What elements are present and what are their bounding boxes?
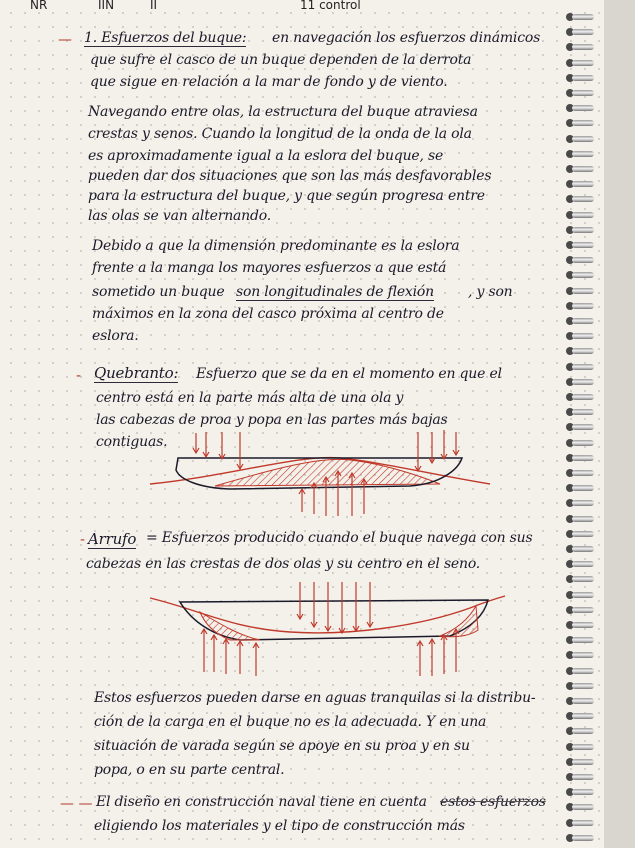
spiral-ring bbox=[572, 29, 594, 35]
spiral-ring bbox=[572, 364, 594, 370]
spiral-ring bbox=[572, 379, 594, 385]
spiral-ring bbox=[572, 622, 594, 628]
text-line: Esfuerzo que se da en el momento en que el bbox=[196, 366, 502, 382]
underlined-key-phrase: son longitudinales de flexión bbox=[236, 284, 434, 300]
spiral-ring bbox=[572, 820, 594, 826]
term-bullet: - bbox=[76, 368, 82, 384]
spiral-ring bbox=[572, 212, 594, 218]
text-line: en navegación los esfuerzos dinámicos bbox=[272, 30, 541, 46]
text-line: para la estructura del buque, y que según progresa entre bbox=[88, 188, 485, 204]
text-line: es aproximadamente igual a la eslora del buque, se bbox=[88, 148, 444, 164]
top-fragment: II bbox=[150, 0, 158, 12]
spiral-binding bbox=[562, 0, 635, 848]
spiral-ring bbox=[572, 333, 594, 339]
text-line: que sufre el casco de un buque dependen de la derrota bbox=[90, 52, 472, 68]
spiral-ring bbox=[572, 607, 594, 613]
text-line: sometido un buque bbox=[92, 284, 225, 300]
text-line: pueden dar dos situaciones que son las más desfavorables bbox=[88, 168, 492, 184]
spiral-ring bbox=[572, 637, 594, 643]
spiral-ring bbox=[572, 151, 594, 157]
spiral-ring bbox=[572, 683, 594, 689]
spiral-ring bbox=[572, 136, 594, 142]
spiral-ring bbox=[572, 668, 594, 674]
spiral-ring bbox=[572, 318, 594, 324]
section-heading: 1. Esfuerzos del buque: bbox=[84, 30, 247, 46]
spiral-ring bbox=[572, 44, 594, 50]
spiral-ring bbox=[572, 409, 594, 415]
spiral-ring bbox=[572, 257, 594, 263]
text-line: contiguas. bbox=[96, 434, 168, 450]
text-line: popa, o en su parte central. bbox=[94, 762, 285, 778]
spiral-ring bbox=[572, 516, 594, 522]
quebranto-diagram bbox=[150, 430, 490, 516]
spiral-ring bbox=[572, 288, 594, 294]
spiral-ring bbox=[572, 531, 594, 537]
spiral-ring bbox=[572, 75, 594, 81]
spiral-ring bbox=[572, 804, 594, 810]
spiral-ring bbox=[572, 440, 594, 446]
top-fragment: NR bbox=[30, 0, 48, 12]
top-fragment: IIN bbox=[98, 0, 115, 12]
spiral-ring bbox=[572, 789, 594, 795]
spiral-ring bbox=[572, 728, 594, 734]
text-line: El diseño en construcción naval tiene en cuenta bbox=[96, 794, 427, 810]
spiral-ring bbox=[572, 759, 594, 765]
crossed-phrase: estos esfuerzos bbox=[440, 794, 546, 810]
term-bullet: - bbox=[80, 532, 86, 548]
spiral-ring bbox=[572, 713, 594, 719]
spiral-ring bbox=[572, 242, 594, 248]
text-line: situación de varada según se apoye en su proa y en su bbox=[94, 738, 470, 754]
text-line: Debido a que la dimensión predominante es la eslora bbox=[92, 238, 460, 254]
spiral-ring bbox=[572, 561, 594, 567]
term-quebranto: Quebranto: bbox=[94, 364, 179, 382]
text-line: las cabezas de proa y popa en las partes más bajas bbox=[96, 412, 448, 428]
spiral-ring bbox=[572, 227, 594, 233]
spiral-ring bbox=[572, 500, 594, 506]
spiral-ring bbox=[572, 105, 594, 111]
spiral-ring bbox=[572, 485, 594, 491]
text-line: eligiendo los materiales y el tipo de construcción más bbox=[94, 818, 465, 834]
spiral-ring bbox=[572, 120, 594, 126]
spiral-ring bbox=[572, 835, 594, 841]
text-line: las olas se van alternando. bbox=[88, 208, 271, 224]
sagging-wave-hatch bbox=[200, 606, 478, 640]
text-line: crestas y senos. Cuando la longitud de la onda de la ola bbox=[88, 126, 472, 142]
spiral-ring bbox=[572, 470, 594, 476]
spiral-ring bbox=[572, 652, 594, 658]
spiral-ring bbox=[572, 424, 594, 430]
text-line: = Esfuerzos producido cuando el buque navega con sus bbox=[146, 530, 533, 546]
text-line: cabezas en las crestas de dos olas y su centro en el seno. bbox=[86, 556, 481, 572]
spiral-ring bbox=[572, 60, 594, 66]
spiral-ring bbox=[572, 774, 594, 780]
spiral-ring bbox=[572, 166, 594, 172]
spiral-ring bbox=[572, 348, 594, 354]
text-line: centro está en la parte más alta de una ola y bbox=[96, 390, 404, 406]
text-line: Navegando entre olas, la estructura del buque atraviesa bbox=[88, 104, 478, 120]
spiral-ring bbox=[572, 455, 594, 461]
spiral-ring bbox=[572, 394, 594, 400]
spiral-ring bbox=[572, 272, 594, 278]
term-arrufo: Arrufo bbox=[88, 530, 137, 548]
text-line: frente a la manga los mayores esfuerzos a que está bbox=[92, 260, 447, 276]
hogging-wave-hatch bbox=[215, 459, 440, 486]
arrufo-diagram bbox=[150, 582, 505, 676]
spiral-ring bbox=[572, 698, 594, 704]
spiral-ring bbox=[572, 576, 594, 582]
final-bullet: — — bbox=[60, 796, 93, 812]
top-fragment: 11 control bbox=[300, 0, 361, 12]
text-line: eslora. bbox=[92, 328, 139, 344]
spiral-ring bbox=[572, 90, 594, 96]
spiral-ring bbox=[572, 744, 594, 750]
text-line: Estos esfuerzos pueden darse en aguas tranquilas si la distribu- bbox=[94, 690, 536, 706]
text-line: , y son bbox=[468, 284, 513, 300]
downward-arrows bbox=[297, 582, 373, 633]
text-line: que sigue en relación a la mar de fondo y de viento. bbox=[90, 74, 448, 90]
text-line: máximos en la zona del casco próxima al centro de bbox=[92, 306, 444, 322]
spiral-ring bbox=[572, 303, 594, 309]
spiral-ring bbox=[572, 592, 594, 598]
spiral-ring bbox=[572, 196, 594, 202]
spiral-ring bbox=[572, 14, 594, 20]
spiral-ring bbox=[572, 181, 594, 187]
text-line: ción de la carga en el buque no es la adecuada. Y en una bbox=[94, 714, 487, 730]
section-bullet: — bbox=[58, 32, 72, 48]
spiral-ring bbox=[572, 546, 594, 552]
